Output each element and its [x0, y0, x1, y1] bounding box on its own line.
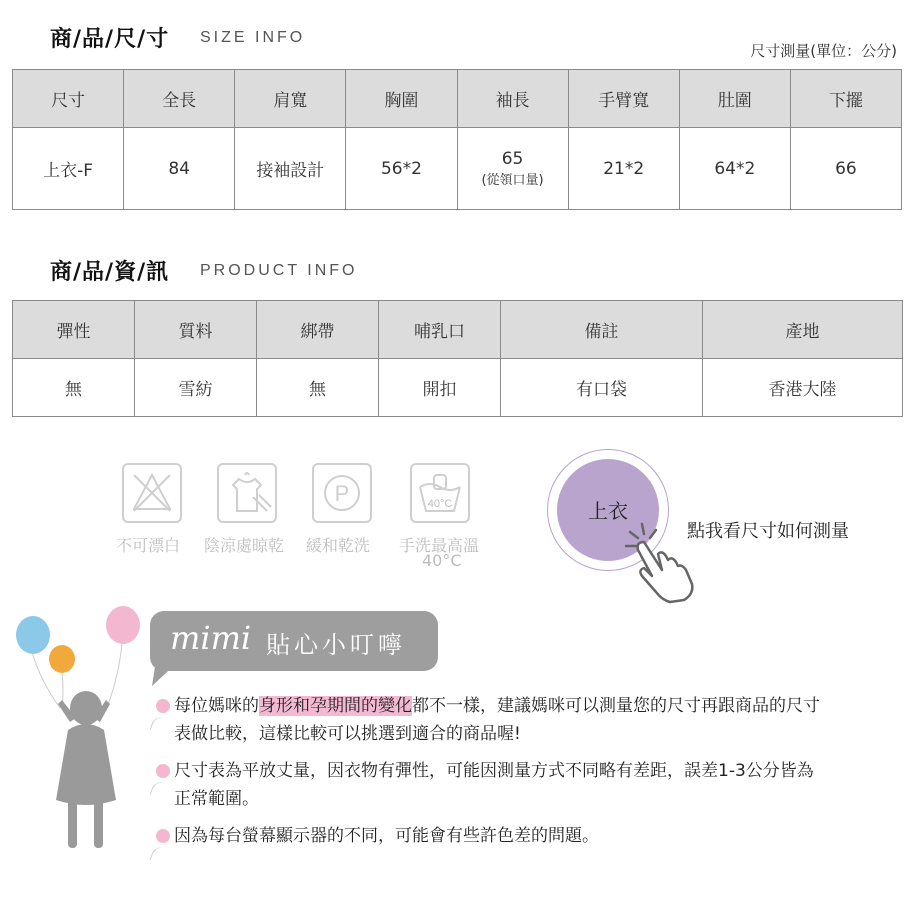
size-header-cell: 胸圍 [346, 70, 457, 128]
care-label-temp: 40°C [422, 551, 462, 570]
measure-link-circle-label: 上衣 [588, 499, 628, 523]
size-value-cell: 64*2 [679, 128, 790, 210]
wash-temp-symbol: 40°C [427, 498, 453, 510]
tip-2-line1: 尺寸表為平放丈量，因衣物有彈性，可能因測量方式不同略有差距，誤差1-3公分皆為 [174, 761, 814, 781]
product-value-cell: 香港大陸 [703, 359, 903, 417]
size-header-cell: 下擺 [790, 70, 901, 128]
size-value-cell: 21*2 [568, 128, 679, 210]
unit-note: 尺寸測量(單位：公分) [750, 42, 897, 60]
size-table [12, 69, 902, 210]
sleeve-value: 65 [501, 149, 524, 169]
size-value-cell: 上衣-F [13, 128, 124, 210]
tips-title: 貼心小叮嚀 [266, 631, 406, 659]
product-section-title: 商/品/資/訊 [50, 260, 170, 285]
care-label: 陰涼處晾乾 [204, 536, 285, 555]
product-header-cell: 哺乳口 [379, 301, 501, 359]
tips-title-bubble [150, 611, 438, 671]
product-header-cell: 產地 [703, 301, 903, 359]
size-value-cell: 66 [790, 128, 901, 210]
size-value-cell [457, 128, 568, 210]
bullet-dot-tail [150, 780, 166, 799]
tip-2-line2: 正常範圍。 [174, 789, 259, 809]
dry-clean-icon [312, 463, 372, 523]
size-value-cell: 56*2 [346, 128, 457, 210]
orange-balloon [49, 645, 75, 673]
bullet-dot-tail [150, 715, 166, 734]
size-value-cell: 84 [124, 128, 235, 210]
tip-2 [174, 757, 894, 813]
product-header-cell: 彈性 [13, 301, 135, 359]
size-header-cell: 肩寬 [235, 70, 346, 128]
tip-1-pre: 每位媽咪的 [174, 696, 259, 716]
product-section-subtitle: PRODUCT INFO [200, 262, 358, 279]
bullet-dot [156, 829, 170, 843]
bullet-dot [156, 699, 170, 713]
bubble-tail [150, 660, 190, 690]
sleeve-note: (從領口量) [481, 173, 544, 188]
girl-with-balloons-illustration [10, 600, 150, 860]
size-section-title: 商/品/尺/寸 [50, 27, 170, 52]
tip-1-highlight: 身形和孕期間的變化 [259, 696, 412, 716]
size-value-cell: 接袖設計 [235, 128, 346, 210]
size-section-subtitle: SIZE INFO [200, 29, 306, 46]
product-header-cell: 綁帶 [257, 301, 379, 359]
size-header-cell: 手臂寬 [568, 70, 679, 128]
product-value-cell: 有口袋 [501, 359, 703, 417]
product-value-cell: 雪紡 [135, 359, 257, 417]
product-value-cell: 無 [257, 359, 379, 417]
size-header-cell: 尺寸 [13, 70, 124, 128]
hand-wash-icon [410, 463, 470, 523]
tip-1-line2: 表做比較，這樣比較可以挑選到適合的商品喔! [174, 724, 521, 744]
table-row [13, 128, 902, 210]
size-header-cell: 肚圍 [679, 70, 790, 128]
dry-clean-symbol: P [334, 481, 350, 506]
care-label: 手洗最高溫 [399, 536, 480, 555]
product-header-cell: 備註 [501, 301, 703, 359]
product-value-cell: 開扣 [379, 359, 501, 417]
product-header-cell: 質料 [135, 301, 257, 359]
measure-link-text[interactable]: 點我看尺寸如何測量 [687, 521, 849, 542]
care-label: 緩和乾洗 [306, 536, 371, 555]
bullet-dot [156, 764, 170, 778]
size-header-cell: 全長 [124, 70, 235, 128]
care-label: 不可漂白 [116, 536, 181, 555]
product-table [12, 300, 903, 417]
pink-balloon [106, 606, 140, 644]
product-value-cell: 無 [13, 359, 135, 417]
tip-1-post: 都不一樣，建議媽咪可以測量您的尺寸再跟商品的尺寸 [412, 696, 820, 716]
tip-1 [174, 692, 894, 748]
table-row [13, 359, 903, 417]
shade-dry-icon [217, 463, 277, 523]
tip-3: 因為每台螢幕顯示器的不同，可能會有些許色差的問題。 [174, 826, 599, 846]
size-header-cell: 袖長 [457, 70, 568, 128]
blue-balloon [16, 616, 50, 654]
bullet-dot-tail [150, 845, 166, 864]
tips-brand: mimi [170, 619, 252, 657]
no-bleach-icon [122, 463, 182, 523]
